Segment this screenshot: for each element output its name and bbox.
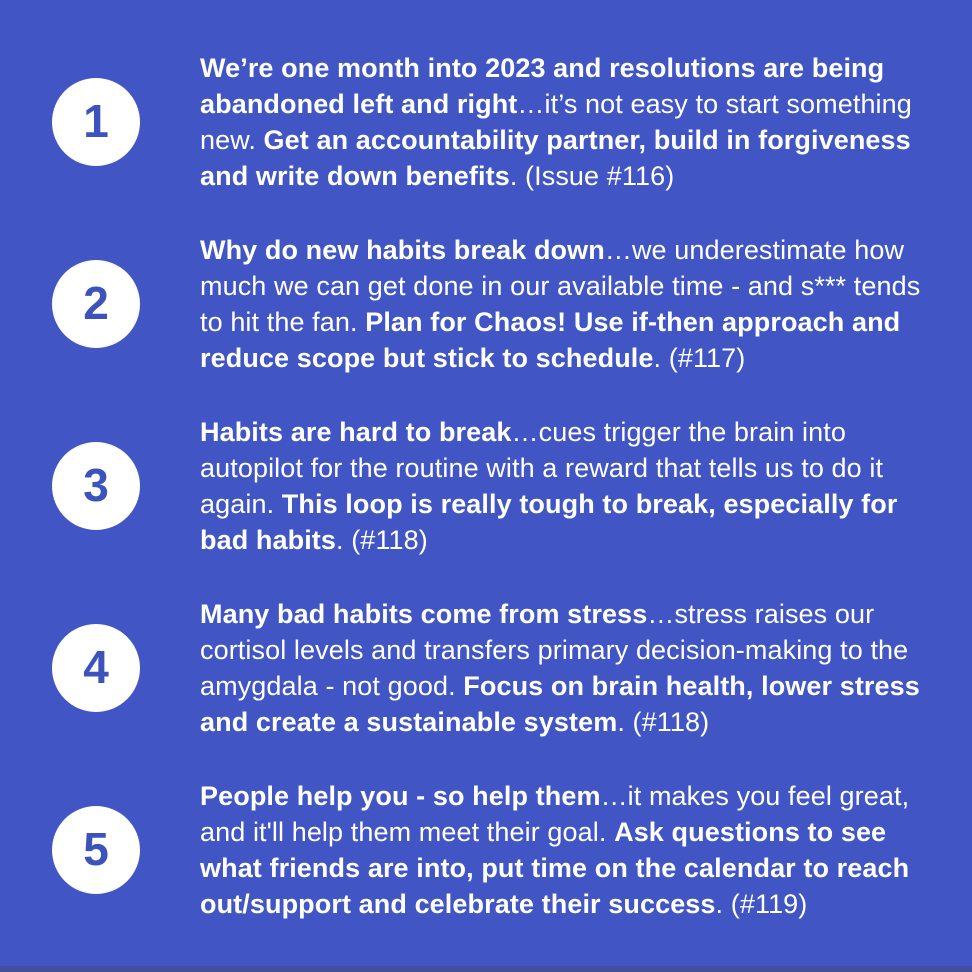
list-item xyxy=(0,596,972,740)
list-item xyxy=(0,232,972,376)
step-number: 5 xyxy=(83,823,109,875)
text-segment: Ask questions to see what friends are into, put time on the calendar to reach out/support and celebrate their success xyxy=(200,817,910,919)
step-number: 2 xyxy=(83,277,109,329)
text-segment: We’re one month into 2023 and resolutions are being abandoned left and right xyxy=(200,53,885,119)
text-segment: …it makes you feel great, and it'll help them meet their goal. xyxy=(200,781,910,847)
text-segment: . (#118) xyxy=(336,525,428,555)
habit-tips-list xyxy=(0,50,972,922)
text-segment: . (#119) xyxy=(715,889,808,919)
step-number-badge xyxy=(52,78,140,166)
step-number-badge xyxy=(52,624,140,712)
bottom-edge-strip xyxy=(0,966,972,972)
text-segment: People help you - so help them xyxy=(200,781,601,811)
text-segment: Habits are hard to break xyxy=(200,417,512,447)
text-segment: …it’s not easy to start something new. xyxy=(200,89,912,155)
tip-text xyxy=(200,778,940,922)
text-segment: …we underestimate how much we can get done in our available time - and s*** tends to hit the fan. xyxy=(200,235,921,337)
text-segment: Many bad habits come from stress xyxy=(200,599,648,629)
text-segment: Why do new habits break down xyxy=(200,235,605,265)
list-item xyxy=(0,50,972,194)
step-number: 3 xyxy=(83,459,109,511)
tip-text xyxy=(200,596,940,740)
text-segment: . (#117) xyxy=(653,343,746,373)
step-number-badge xyxy=(52,442,140,530)
step-number: 4 xyxy=(83,641,109,693)
tip-text xyxy=(200,232,940,376)
text-segment: . (Issue #116) xyxy=(509,161,675,191)
text-segment: Focus on brain health, lower stress and create a sustainable system xyxy=(200,671,920,737)
list-item xyxy=(0,778,972,922)
text-segment: Get an accountability partner, build in forgiveness and write down benefits xyxy=(200,125,911,191)
step-number-badge xyxy=(52,260,140,348)
text-segment: . (#118) xyxy=(617,707,710,737)
text-segment: …cues trigger the brain into autopilot for the routine with a reward that tells us to do it again. xyxy=(200,417,884,519)
tip-text xyxy=(200,414,940,558)
tip-text xyxy=(200,50,940,194)
step-number: 1 xyxy=(83,95,109,147)
text-segment: …stress raises our cortisol levels and transfers primary decision-making to the amygdala - not good. xyxy=(200,599,909,701)
text-segment: This loop is really tough to break, especially for bad habits xyxy=(200,489,898,555)
step-number-badge xyxy=(52,806,140,894)
text-segment: Plan for Chaos! Use if-then approach and reduce scope but stick to schedule xyxy=(200,307,901,373)
list-item xyxy=(0,414,972,558)
